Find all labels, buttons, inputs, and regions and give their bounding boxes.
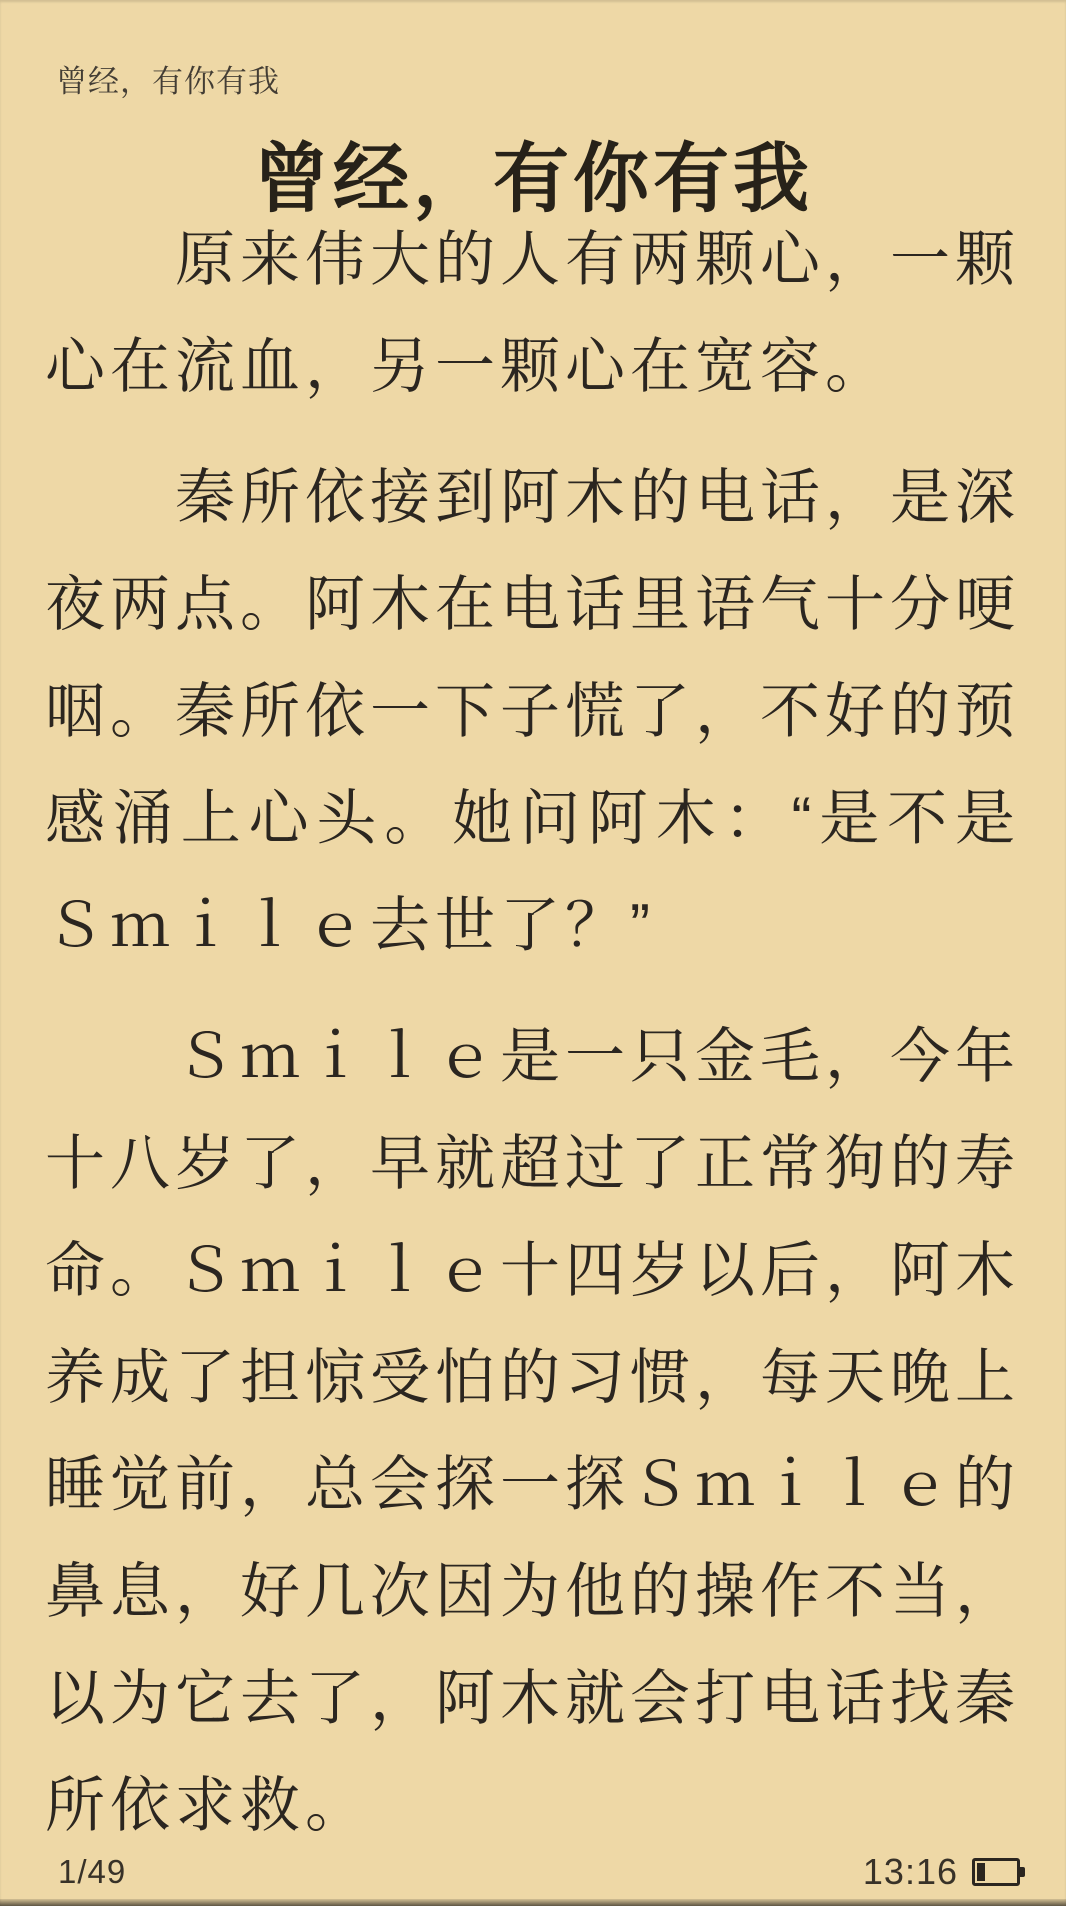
page-indicator: 1/49 [58,1853,127,1890]
chapter-title-header: 曾经，有你有我 [56,64,280,99]
paragraph: Ｓｍｉｌｅ是一只金毛，今年十八岁了，早就超过了正常狗的寿命。Ｓｍｉｌｅ十四岁以后，阿木养成了担惊受怕的习惯，每天晚上睡觉前，总会探一探Ｓｍｉｌｅ的鼻息，好几次因为他的操作不当，以为它去了，阿木就会打电话找秦所依求救。 [45,1023,1020,1839]
screen-bottom-edge [0,1899,1066,1906]
battery-level-fill [977,1863,985,1881]
battery-low-icon [972,1858,1020,1886]
page-title: 曾经，有你有我 [253,137,813,222]
battery-terminal [1020,1867,1025,1877]
reading-content [45,206,1020,1883]
status-cluster [863,1851,1020,1893]
paragraph: 原来伟大的人有两颗心，一颗心在流血，另一颗心在宽容。 [45,226,1020,400]
reader-footer [58,1850,1020,1894]
clock: 13:16 [862,1851,958,1892]
paragraph: 秦所依接到阿木的电话，是深夜两点。阿木在电话里语气十分哽咽。秦所依一下子慌了，不好的预感涌上心头。她问阿木：“是不是Ｓｍｉｌｅ去世了？” [45,464,1020,959]
